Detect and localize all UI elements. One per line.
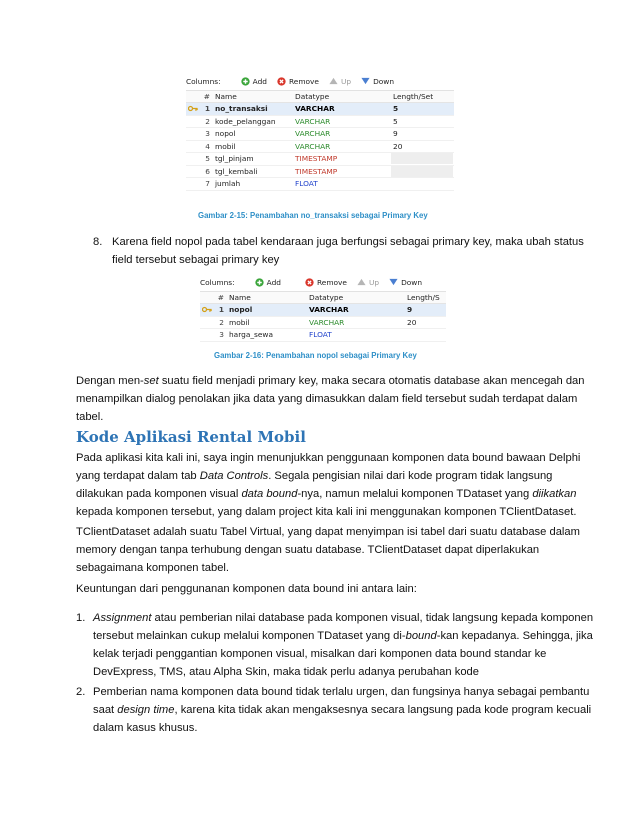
columns-toolbar — [200, 275, 446, 289]
add-column-button[interactable]: Add — [241, 77, 267, 86]
arrow-down-icon — [389, 278, 398, 286]
arrow-up-icon — [329, 77, 338, 85]
table-row[interactable]: 3 harga_sewa FLOAT — [200, 329, 446, 342]
move-down-button[interactable]: Down — [361, 77, 394, 86]
arrow-up-icon — [357, 278, 366, 286]
table-row[interactable]: 2 kode_pelanggan VARCHAR 5 — [186, 116, 454, 129]
paragraph-intro: Pada aplikasi kita kali ini, saya ingin menunjukkan penggunaan komponen data bound bawaan Delphi yang terdapat dalam tab Data Controls. Segala pengisian nilai dari kode program tidak langsung dilakukan pada komponen visual data bound-nya, namun melalui komponen TDataset yang diikatkan kepada komponen tersebut, yang dalam project kita kali ini menggunakan komponen TClientDataset. — [76, 452, 581, 518]
table-row[interactable]: 1 no_transaksi VARCHAR 5 — [186, 103, 454, 116]
table-row[interactable]: 1 nopol VARCHAR 9 — [200, 304, 446, 317]
move-down-button[interactable]: Down — [389, 278, 422, 287]
paragraph-advantages: Keuntungan dari penggunanan komponen data bound ini antara lain: — [76, 583, 417, 595]
list-number: 1. — [76, 612, 86, 624]
table-row[interactable]: 3 nopol VARCHAR 9 — [186, 128, 454, 141]
columns-grid — [186, 90, 454, 191]
columns-label: Columns: — [200, 277, 235, 287]
grid-header: # Name Datatype Length/S — [200, 292, 446, 304]
figure-caption-1: Gambar 2-15: Penambahan no_transaksi sebagai Primary Key — [198, 211, 428, 220]
paragraph-tclientdataset: TClientDataset adalah suatu Tabel Virtual, yang dapat menyimpan isi tabel dari suatu database dalam memory dengan tanpa terhubung dengan suatu database. TClientDataset dapat diperlakukan sebagaimana komponen tabel. — [76, 526, 580, 574]
move-up-button[interactable]: Up — [329, 77, 351, 86]
add-icon — [241, 77, 250, 86]
remove-icon — [277, 77, 286, 86]
columns-label: Columns: — [186, 76, 221, 86]
section-heading: Kode Aplikasi Rental Mobil — [76, 428, 306, 446]
list-number: 8. — [93, 236, 103, 248]
columns-toolbar — [186, 74, 454, 88]
remove-icon — [305, 278, 314, 287]
columns-editor-2 — [200, 275, 446, 345]
primary-key-icon — [202, 306, 212, 313]
remove-column-button[interactable]: Remove — [305, 278, 347, 287]
table-row[interactable]: 4 mobil VARCHAR 20 — [186, 141, 454, 154]
table-row[interactable]: 2 mobil VARCHAR 20 — [200, 317, 446, 330]
grid-header: # Name Datatype Length/Set — [186, 91, 454, 103]
figure-caption-2: Gambar 2-16: Penambahan nopol sebagai Primary Key — [214, 351, 417, 360]
add-column-button[interactable]: Add — [255, 278, 281, 287]
paragraph-primary-key: Dengan men-set suatu field menjadi primary key, maka secara otomatis database akan mencegah dan menampilkan dialog penolakan jika data yang dimasukkan dalam field tersebut sudah terdapat dalam tabel. — [76, 375, 585, 423]
list-item-1: Assignment atau pemberian nilai database pada komponen visual, tidak langsung kepada komponen tersebut melainkan cukup melalui komponen TDataset yang di-bound-kan kepadanya. Sehingga, jika kelak terjadi penggantian komponen visual, misalkan dari komponen data bound standar ke DevExpress, TMS, atau Alpha Skin, maka tidak perlu adanya perubahan kode — [93, 612, 594, 678]
columns-grid — [200, 291, 446, 342]
arrow-down-icon — [361, 77, 370, 85]
columns-editor-1 — [186, 74, 454, 202]
add-icon — [255, 278, 264, 287]
remove-column-button[interactable]: Remove — [277, 77, 319, 86]
list-number: 2. — [76, 686, 86, 698]
table-row[interactable]: 7 jumlah FLOAT — [186, 178, 454, 191]
list-item-2: Pemberian nama komponen data bound tidak terlalu urgen, dan fungsinya hanya sebagai pembantu saat design time, karena kita tidak akan mengaksesnya secara langsung pada kode program kecuali dalam kasus khusus. — [93, 686, 592, 734]
list-item-8: Karena field nopol pada tabel kendaraan juga berfungsi sebagai primary key, maka ubah status field tersebut sebagai primary key — [112, 236, 584, 266]
primary-key-icon — [188, 105, 198, 112]
move-up-button[interactable]: Up — [357, 278, 379, 287]
table-row[interactable]: 5 tgl_pinjam TIMESTAMP — [186, 153, 454, 166]
table-row[interactable]: 6 tgl_kembali TIMESTAMP — [186, 166, 454, 179]
